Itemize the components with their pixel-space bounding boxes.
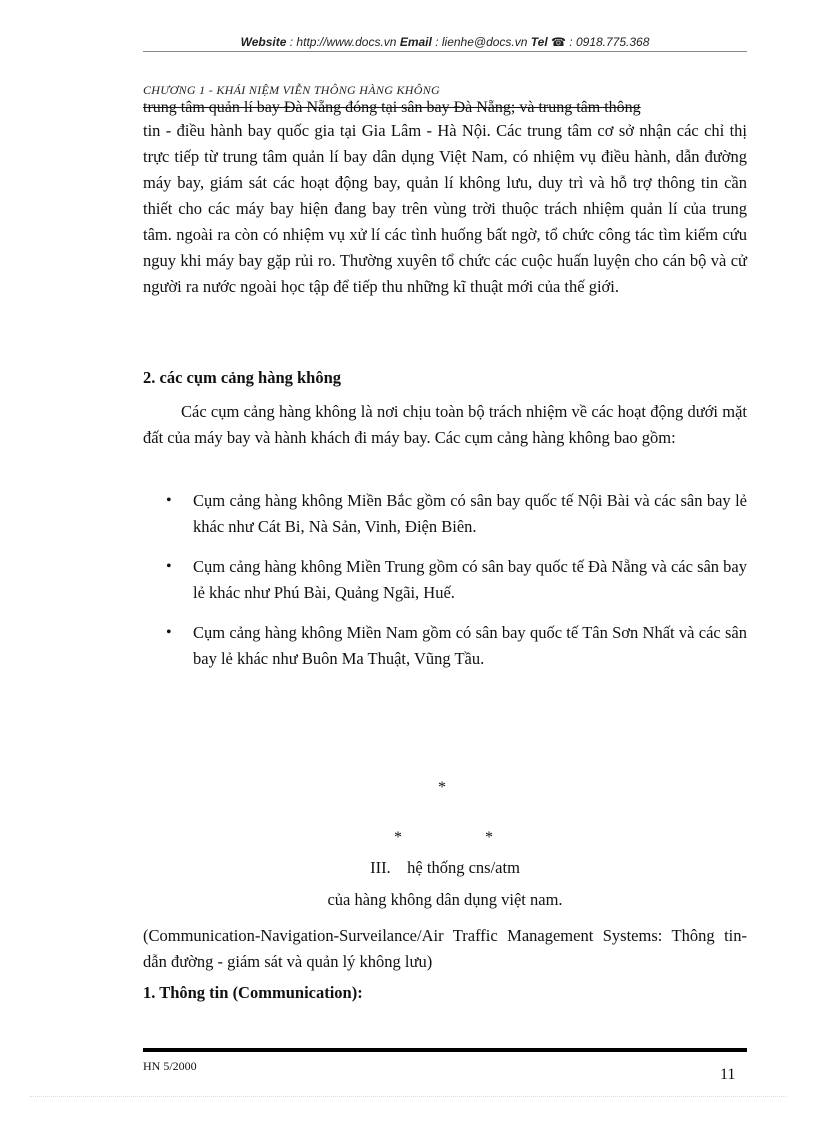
section3-title-line2: của hàng không dân dụng việt nam. [327,890,563,909]
list-item [160,488,747,540]
struck-text-line: trung tâm quản lí bay Đà Nẵng đóng tại sân bay Đà Nẵng; và trung tâm thông [143,99,641,116]
page-number: 11 [720,1066,736,1083]
list-item-text: Cụm cảng hàng không Miền Nam gồm có sân bay quốc tế Tân Sơn Nhất và các sân bay lẻ khác như Buôn Ma Thuật, Vũng Tầu. [193,623,747,668]
header-divider [143,51,747,52]
list-item-text: Cụm cảng hàng không Miền Bắc gồm có sân bay quốc tế Nội Bài và các sân bay lẻ khác như Cát Bi, Nà Sản, Vinh, Điện Biên. [193,491,747,536]
footer-divider [143,1048,747,1052]
bullet-icon: • [166,558,172,575]
email-value: : lienhe@docs.vn [435,35,528,49]
bullet-icon: • [166,624,172,641]
tel-label: Tel [530,35,548,49]
bullet-icon: • [166,492,172,509]
website-label: Website [240,35,287,49]
page-bottom-edge [30,1096,786,1097]
separator-star-right: * [485,829,493,846]
intro-paragraph: tin - điều hành bay quốc gia tại Gia Lâm - Hà Nội. Các trung tâm cơ sở nhận các chỉ thị trực tiếp từ trung tâm quản lí bay dân dụng Việt Nam, có nhiệm vụ điều hành, dẫn đường máy bay, giám sát các hoạt động bay, quản lí không lưu, duy trì và hỗ trợ thông tin cần thiết cho các máy bay hiện đang bay trên vùng trời thuộc trách nhiệm quản lí của trung tâm. ngoài ra còn có nhiệm vụ xử lí các tình huống bất ngờ, tổ chức công tác tìm kiếm cứu nguy khi máy bay gặp rủi ro. Thường xuyên tổ chức các cuộc huấn luyện cho cán bộ và cử người ra nước ngoài học tập để tiếp thu những kĩ thuật mới của thế giới. [143,121,747,296]
section3-title: III. hệ thống cns/atm [370,858,520,877]
footer-date: HN 5/2000 [143,1059,197,1073]
list-item-text: Cụm cảng hàng không Miền Trung gồm có sân bay quốc tế Đà Nẵng và các sân bay lẻ khác như Phú Bài, Quảng Ngãi, Huế. [193,557,748,602]
tel-value: ☎ : 0918.775.368 [551,35,650,49]
section2-heading: 2. các cụm cảng hàng không [143,368,342,387]
separator-star-top: * [438,779,446,796]
list-item [160,554,747,606]
section2-paragraph: Các cụm cảng hàng không là nơi chịu toàn bộ trách nhiệm về các hoạt động dưới mặt đất của máy bay và hành khách đi máy bay. Các cụm cảng hàng không bao gồm: [143,402,747,447]
website-value: : http://www.docs.vn [289,35,397,49]
chapter-title: CHƯƠNG 1 - KHÁI NIỆM VIỄN THÔNG HÀNG KHÔNG [143,83,440,97]
communication-subheading: 1. Thông tin (Communication): [143,983,363,1002]
email-label: Email [399,35,432,49]
page-header [143,35,747,49]
list-item [160,620,747,672]
separator-star-left: * [394,829,402,846]
airport-cluster-list [160,488,747,686]
section3-subtitle: (Communication-Navigation-Surveilance/Air Traffic Management Systems: Thông tin- dẫn đường - giám sát và quản lý không lưu) [143,926,747,971]
